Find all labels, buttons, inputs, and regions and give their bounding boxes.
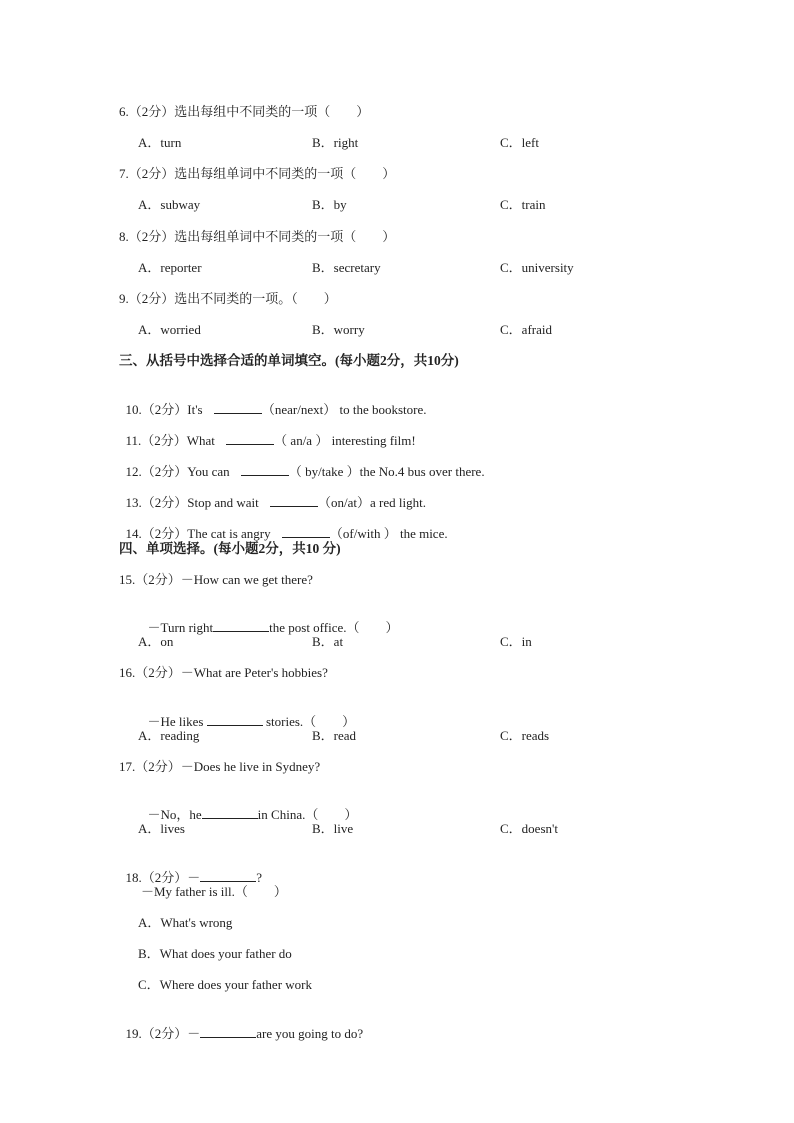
option-b: B．at [312, 634, 344, 649]
reply-text: stories.（ ） [262, 714, 356, 729]
option-c: C．doesn't [500, 821, 558, 836]
question-text: 19.（2分）－ [125, 1026, 201, 1041]
answer-blank[interactable] [207, 713, 263, 726]
question-9: 9.（2分）选出不同类的一项。（ ） [119, 291, 337, 306]
word-hint: （on/at） [318, 495, 370, 510]
question-13 [119, 478, 426, 511]
option-b: B．secretary [312, 260, 381, 275]
option-c: C．reads [500, 728, 550, 743]
option-c: C．train [500, 197, 546, 212]
reply-text: －No，he [147, 807, 202, 822]
question-17: 17.（2分）－Does he live in Sydney? [119, 759, 321, 774]
question-14 [119, 509, 448, 542]
answer-blank[interactable] [270, 494, 318, 507]
option-a: A．turn [138, 135, 182, 150]
word-hint: （ by/take ） [288, 464, 360, 479]
question-15-reply [141, 603, 399, 636]
question-text: the mice. [396, 526, 448, 541]
answer-blank[interactable] [214, 401, 262, 414]
section-3-heading: 三、从括号中选择合适的单词填空。(每小题2分，共10分) [119, 353, 459, 368]
word-hint: （of/with ） [329, 526, 397, 541]
question-17-reply [141, 790, 357, 823]
question-18 [119, 853, 262, 886]
option-c: C．university [500, 260, 574, 275]
option-a: A．worried [138, 322, 201, 337]
answer-blank[interactable] [200, 869, 256, 882]
option-a: A．on [138, 634, 174, 649]
option-c: C．left [500, 135, 539, 150]
option-b: B．read [312, 728, 357, 743]
option-b: B．What does your father do [138, 946, 292, 961]
option-a: A．subway [138, 197, 201, 212]
word-hint: （ an/a ） [274, 433, 329, 448]
question-text: 13.（2分）Stop and wait [125, 495, 262, 510]
option-c: C．in [500, 634, 532, 649]
question-text: to the bookstore. [336, 402, 427, 417]
option-a: A．What's wrong [138, 915, 233, 930]
question-16-reply [141, 697, 355, 730]
question-7: 7.（2分）选出每组单词中不同类的一项（ ） [119, 166, 396, 181]
question-15: 15.（2分）－How can we get there? [119, 572, 313, 587]
question-text: 18.（2分）－ [125, 870, 201, 885]
question-text: ? [256, 870, 263, 885]
question-8: 8.（2分）选出每组单词中不同类的一项（ ） [119, 229, 396, 244]
reply-text: －Turn right [147, 620, 214, 635]
question-16: 16.（2分）－What are Peter's hobbies? [119, 665, 328, 680]
option-b: B．right [312, 135, 359, 150]
answer-blank[interactable] [226, 432, 274, 445]
reply-text: in China.（ ） [257, 807, 358, 822]
answer-blank[interactable] [213, 619, 269, 632]
answer-blank[interactable] [241, 463, 289, 476]
question-text: the No.4 bus over there. [359, 464, 485, 479]
answer-blank[interactable] [282, 525, 330, 538]
question-text: are you going to do? [256, 1026, 364, 1041]
option-a: A．lives [138, 821, 185, 836]
question-text: interesting film! [328, 433, 416, 448]
question-text: 12.（2分）You can [125, 464, 233, 479]
question-text: 14.（2分）The cat is angry [125, 526, 274, 541]
answer-blank[interactable] [200, 1025, 256, 1038]
section-4-heading: 四、单项选择。(每小题2分，共10 分) [119, 541, 341, 556]
option-c: C．Where does your father work [138, 977, 312, 992]
option-b: B．worry [312, 322, 365, 337]
reply-text: the post office.（ ） [269, 620, 399, 635]
question-text: a red light. [370, 495, 426, 510]
question-18-reply: －My father is ill.（ ） [141, 884, 287, 899]
question-12 [119, 447, 485, 480]
question-11 [119, 416, 416, 449]
option-c: C．afraid [500, 322, 552, 337]
reply-text: －He likes [147, 714, 207, 729]
question-text: 10.（2分）It's [125, 402, 206, 417]
question-6: 6.（2分）选出每组中不同类的一项（ ） [119, 104, 370, 119]
question-19 [119, 1009, 363, 1042]
word-hint: （near/next） [261, 402, 337, 417]
option-a: A．reporter [138, 260, 202, 275]
option-a: A．reading [138, 728, 200, 743]
option-b: B．by [312, 197, 347, 212]
question-10 [119, 385, 426, 418]
answer-blank[interactable] [202, 806, 258, 819]
option-b: B．live [312, 821, 354, 836]
question-text: 11.（2分）What [125, 433, 219, 448]
